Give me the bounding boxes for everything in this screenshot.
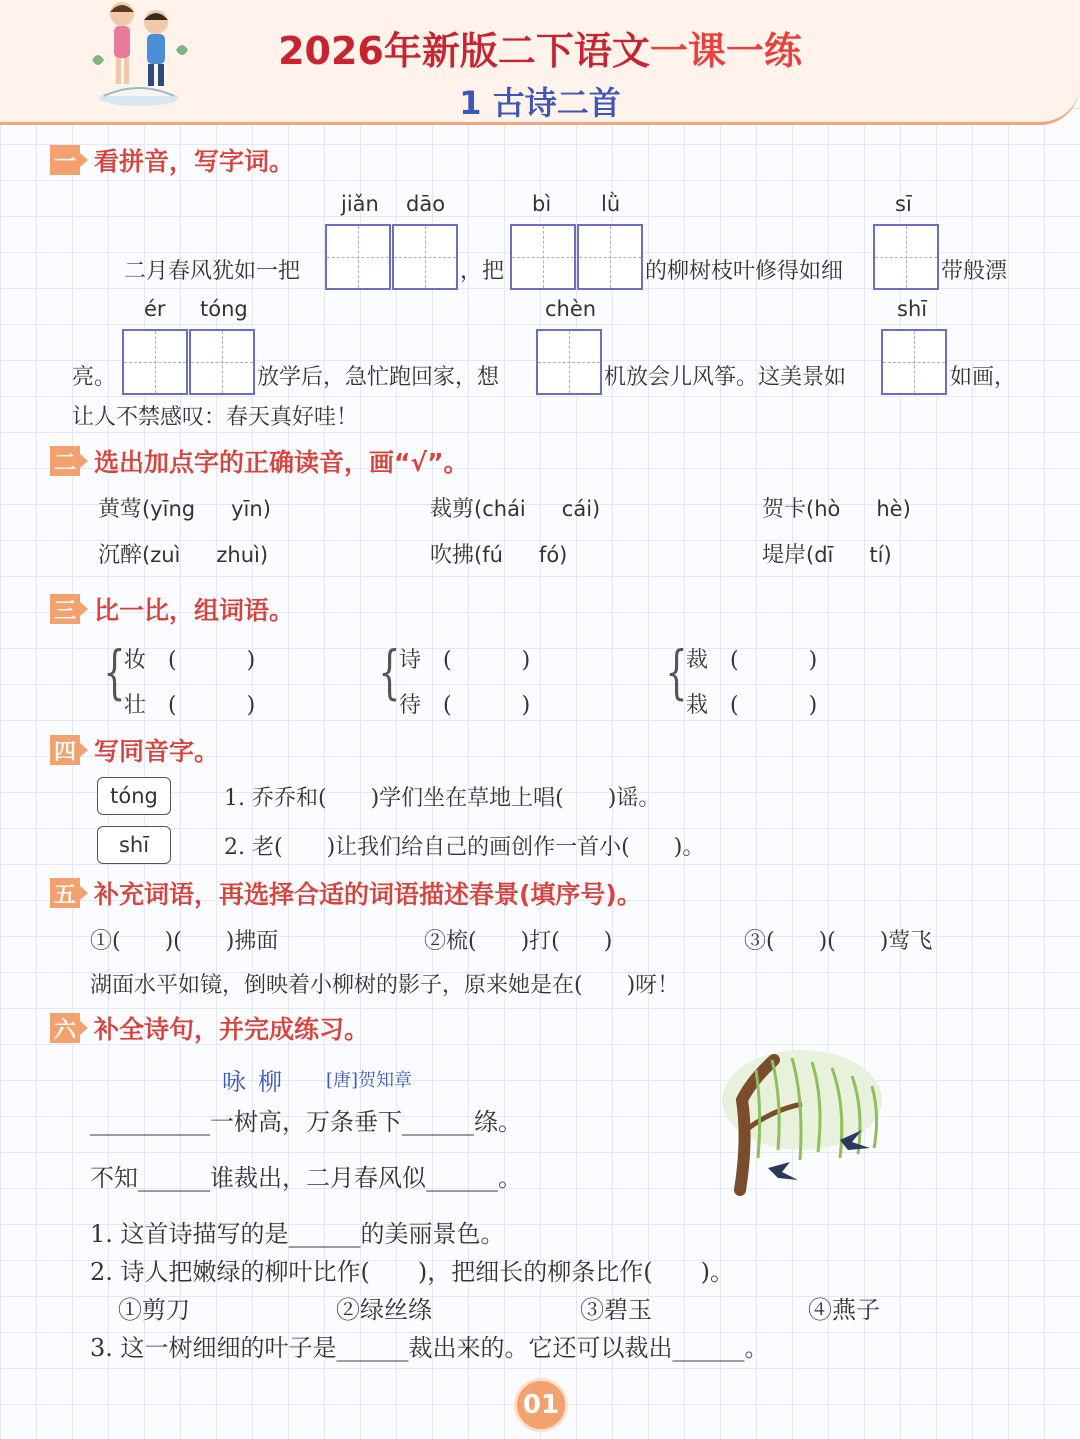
- sentence-text: 让人不禁感叹：春天真好哇！: [72, 405, 359, 430]
- section-number: 四: [50, 735, 80, 765]
- section-title: 看拼音，写字词。: [94, 147, 295, 176]
- poem-author: [唐]贺知章: [326, 1070, 413, 1091]
- pinyin: bì: [532, 192, 552, 216]
- brace-icon: {: [665, 638, 688, 706]
- writing-box[interactable]: [189, 329, 255, 395]
- reading-item: 贺卡(hò hè): [762, 497, 911, 522]
- brace-icon: {: [103, 638, 126, 706]
- section-title: 选出加点字的正确读音，画“√”。: [94, 448, 469, 477]
- sentence-text: 的柳树枝叶修得如细: [645, 259, 844, 284]
- writing-box[interactable]: [122, 329, 188, 395]
- pinyin: jiǎn: [341, 192, 379, 216]
- poem-title: 咏柳: [222, 1068, 294, 1096]
- writing-box[interactable]: [510, 224, 576, 290]
- reading-item: 沉醉(zuì zhuì): [98, 543, 269, 568]
- pinyin-tag: shī: [97, 826, 171, 864]
- answer-option: ②绿丝绦: [336, 1296, 432, 1324]
- pinyin: tóng: [200, 297, 248, 321]
- pinyin: shī: [897, 297, 928, 321]
- homophone-line: 2. 老( )让我们给自己的画创作一首小( )。: [224, 835, 705, 860]
- pinyin: chèn: [545, 297, 597, 321]
- section-3-header: [50, 592, 294, 626]
- compare-item: 壮 ( ): [124, 693, 256, 718]
- section-number: 三: [50, 594, 80, 624]
- writing-box[interactable]: [873, 224, 939, 290]
- question: 2. 诗人把嫩绿的柳叶比作( )，把细长的柳条比作( )。: [90, 1258, 734, 1286]
- poem-verse: 不知______谁裁出，二月春风似______。: [90, 1164, 522, 1192]
- reading-item: 黄莺(yīng yīn): [98, 497, 271, 522]
- poem-verse: __________一树高，万条垂下______绦。: [90, 1108, 522, 1136]
- compare-item: 裁 ( ): [686, 648, 818, 673]
- brace-icon: {: [378, 638, 401, 706]
- sentence-text: 亮。: [72, 365, 117, 390]
- pinyin: lǜ: [601, 192, 621, 216]
- reading-item: 裁剪(chái cái): [430, 497, 601, 522]
- reading-item: 堤岸(dī tí): [762, 543, 892, 568]
- compare-item: 诗 ( ): [399, 648, 531, 673]
- sentence-text: 二月春风犹如一把: [124, 259, 301, 284]
- sentence-text: 机放会儿风筝。这美景如: [604, 365, 847, 390]
- writing-box[interactable]: [881, 329, 947, 395]
- compare-item: 待 ( ): [399, 693, 531, 718]
- section-4-header: [50, 733, 219, 767]
- word-option: ②梳( )打( ): [424, 929, 613, 954]
- sentence-text: ，把: [460, 259, 505, 284]
- compare-item: 栽 ( ): [686, 693, 818, 718]
- lesson-title: 1 古诗二首: [459, 84, 621, 122]
- answer-option: ④燕子: [808, 1296, 880, 1324]
- section-title: 写同音字。: [94, 737, 220, 766]
- section-title: 补充词语，再选择合适的词语描述春景(填序号)。: [94, 880, 642, 909]
- writing-box[interactable]: [577, 224, 643, 290]
- pinyin: ér: [144, 297, 166, 321]
- writing-box[interactable]: [325, 224, 391, 290]
- sentence-text: 放学后，急忙跑回家，想: [257, 365, 500, 390]
- section-title: 比一比，组词语。: [94, 596, 295, 625]
- writing-box[interactable]: [536, 329, 602, 395]
- question: 1. 这首诗描写的是______的美丽景色。: [90, 1220, 505, 1248]
- pinyin: dāo: [406, 192, 446, 216]
- homophone-line: 1. 乔乔和( )学们坐在草地上唱( )谣。: [224, 786, 661, 811]
- willow-swallow-illustration: [712, 1040, 892, 1200]
- section-2-header: [50, 444, 469, 478]
- pinyin: sī: [895, 192, 912, 216]
- section-1-header: [50, 143, 294, 177]
- page-title: 2026年新版二下语文一课一练: [278, 29, 802, 73]
- section-number: 二: [50, 446, 80, 476]
- question: 3. 这一树细细的叶子是______裁出来的。它还可以裁出______。: [90, 1334, 769, 1362]
- pinyin-tag: tóng: [97, 777, 171, 815]
- section-title: 补全诗句，并完成练习。: [94, 1015, 370, 1044]
- section-6-header: [50, 1011, 369, 1045]
- section-number: 五: [50, 878, 80, 908]
- word-option: ①( )( )拂面: [90, 929, 279, 954]
- sentence-text: 如画，: [950, 365, 1017, 390]
- compare-item: 妆 ( ): [124, 648, 256, 673]
- reading-item: 吹拂(fú fó): [430, 543, 568, 568]
- answer-option: ①剪刀: [118, 1296, 190, 1324]
- page-number-badge: 01: [514, 1378, 568, 1432]
- section-number: 六: [50, 1013, 80, 1043]
- section-5-header: [50, 876, 642, 910]
- answer-option: ③碧玉: [580, 1296, 652, 1324]
- scene-sentence: 湖面水平如镜，倒映着小柳树的影子，原来她是在( )呀！: [90, 973, 680, 998]
- writing-box[interactable]: [392, 224, 458, 290]
- section-number: 一: [50, 145, 80, 175]
- word-option: ③( )( )莺飞: [744, 929, 933, 954]
- sentence-text: 带般漂: [941, 259, 1008, 284]
